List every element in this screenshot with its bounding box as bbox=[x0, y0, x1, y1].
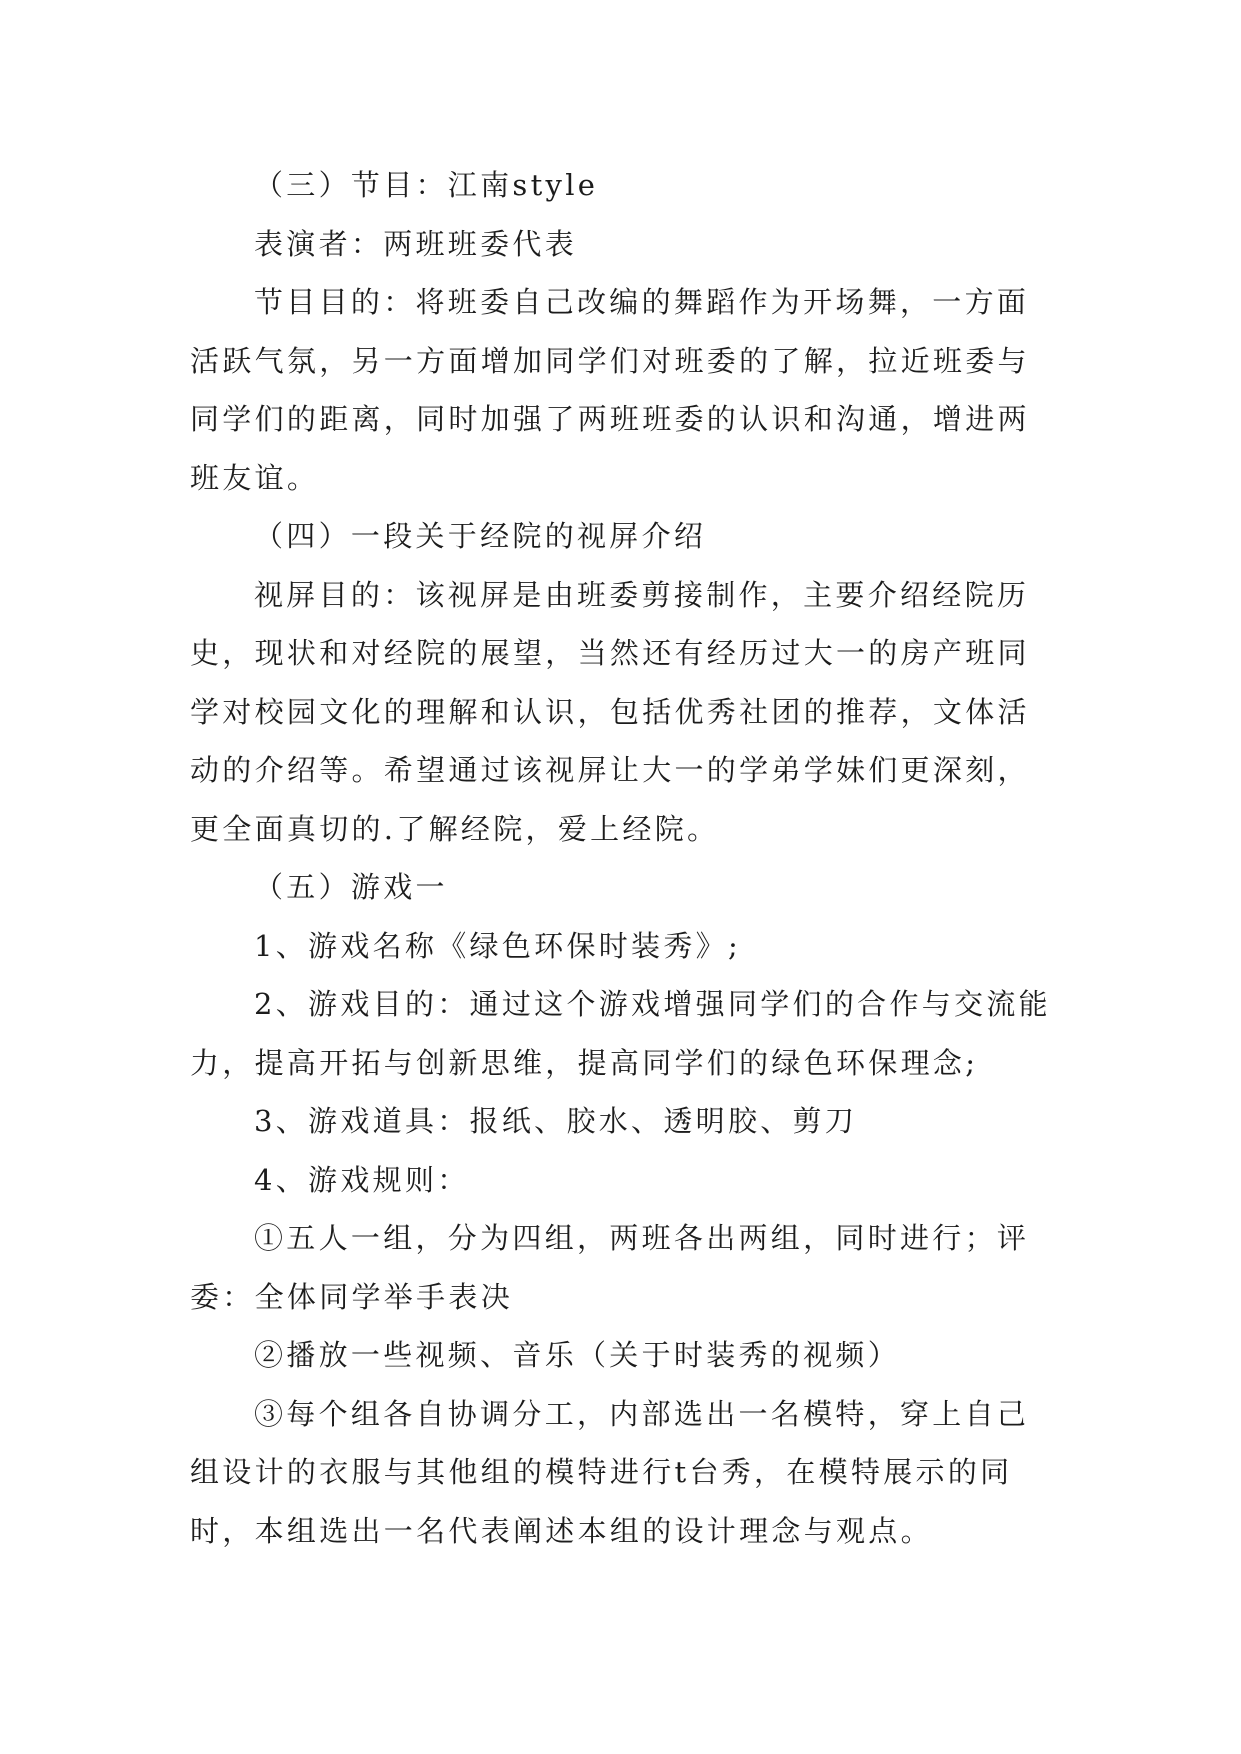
rule-item-2: ②播放一些视频、音乐（关于时装秀的视频） bbox=[254, 1338, 901, 1372]
section-heading-program-4: （四）一段关于经院的视屏介绍 bbox=[254, 519, 707, 553]
program-purpose-paragraph: 节目目的：将班委自己改编的舞蹈作为开场舞，一方面活跃气氛，另一方面增加同学们对班委的了解，拉近班委与同学们的距离，同时加强了两班班委的认识和沟通，增进两班友谊。 bbox=[190, 285, 1030, 495]
game-name-line: 1、游戏名称《绿色环保时装秀》; bbox=[254, 928, 742, 963]
document-body bbox=[190, 156, 1060, 1560]
performer-line: 表演者：两班班委代表 bbox=[254, 226, 578, 261]
section-heading-program-5: （五）游戏一 bbox=[254, 870, 448, 904]
game-purpose-paragraph: 2、游戏目的：通过这个游戏增强同学们的合作与交流能力，提高开拓与创新思维，提高同学们的绿色环保理念; bbox=[190, 987, 1051, 1080]
game-rules-heading: 4、游戏规则： bbox=[254, 1162, 470, 1197]
section-heading-program-3: （三）节目：江南style bbox=[254, 168, 599, 202]
video-purpose-paragraph: 视屏目的：该视屏是由班委剪接制作，主要介绍经院历史，现状和对经院的展望，当然还有经历过大一的房产班同学对校园文化的理解和认识，包括优秀社团的推荐，文体活动的介绍等。希望通过该视屏让大一的学弟学妹们更深刻，更全面真切的.了解经院，爱上经院。 bbox=[190, 577, 1030, 846]
rule-item-1: ①五人一组，分为四组，两班各出两组，同时进行；评委：全体同学举手表决 bbox=[190, 1221, 1030, 1314]
rule-item-3: ③每个组各自协调分工，内部选出一名模特，穿上自己组设计的衣服与其他组的模特进行t台秀，在模特展示的同时，本组选出一名代表阐述本组的设计理念与观点。 bbox=[190, 1396, 1030, 1548]
game-props-line: 3、游戏道具：报纸、胶水、透明胶、剪刀 bbox=[254, 1104, 858, 1138]
